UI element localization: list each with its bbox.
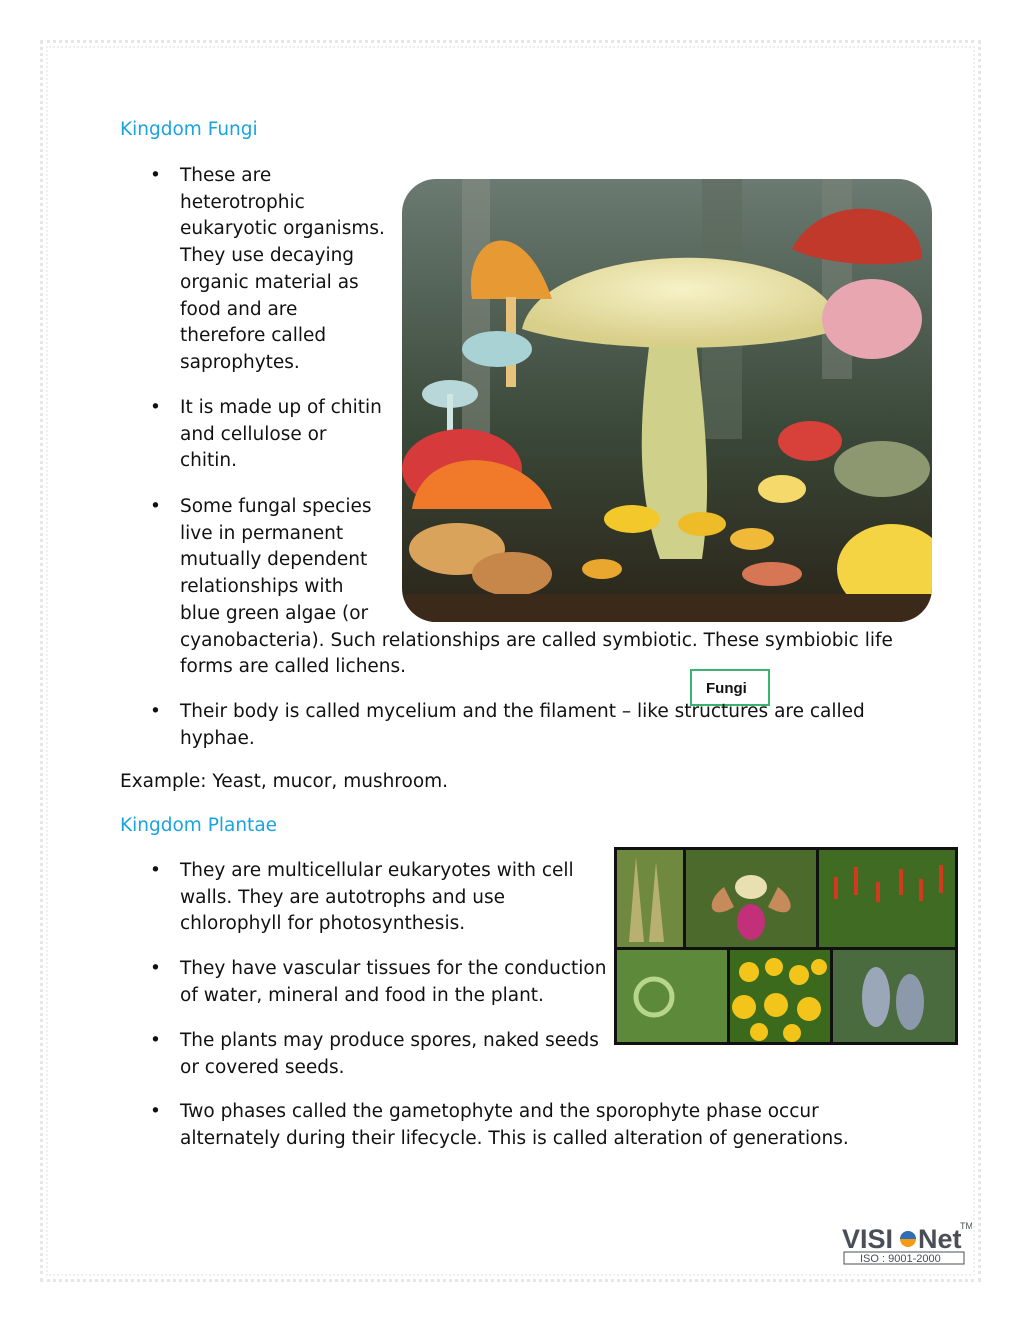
fungi-bullet-2-line: chitin.: [180, 450, 238, 472]
plantae-bullet-1-line: walls. They are autotrophs and use: [180, 886, 506, 908]
logo-iso: ISO : 9001-2000: [860, 1253, 941, 1265]
fungi-bullet-3-line: cyanobacteria). Such relationships are called symbiotic. These symbiobic life: [180, 629, 893, 651]
fungi-example: Example: Yeast, mucor, mushroom.: [120, 771, 449, 792]
plantae-bullet-1-line: They are multicellular eukaryotes with cell: [180, 860, 574, 881]
fungi-bullet-1-line: They use decaying: [180, 245, 355, 267]
fungi-bullet-4-line: Their body is called mycelium and the filament – like structures are called: [180, 701, 865, 722]
fungi-bullet-1: • These are heterotrophic eukaryotic organisms. They use decaying organic material as food and are therefore called saprophytes.: [180, 163, 385, 377]
fungi-bullet-4: • Their body is called mycelium and the filament – like structures are called hyphae.: [180, 699, 865, 752]
fungi-bullet-1-line: therefore called: [180, 325, 327, 347]
fungi-bullet-1-line: heterotrophic: [180, 191, 305, 213]
fungi-bullet-2-line: and cellulose or: [180, 423, 327, 445]
plantae-bullet-1: • They are multicellular eukaryotes with cell walls. They are autotrophs and use chlorophyll for photosynthesis.: [180, 858, 574, 938]
fungi-bullet-3-line: relationships with: [180, 576, 344, 598]
fungi-heading: Kingdom Fungi: [120, 119, 258, 140]
visionet-logo-mark: [842, 1218, 972, 1268]
fungi-bullet-1-line: These are: [180, 165, 272, 186]
fungi-bullet-1-line: saprophytes.: [180, 351, 300, 373]
fungi-bullet-3-line: live in permanent: [180, 522, 344, 544]
visionet-logo: [842, 1218, 972, 1268]
fungi-bullet-2-line: It is made up of chitin: [180, 397, 382, 418]
fungi-bullet-1-line: organic material as: [180, 271, 359, 293]
logo-brand-right: Net: [918, 1224, 962, 1254]
plantae-heading: Kingdom Plantae: [120, 815, 278, 836]
fungi-bullet-3: • Some fungal species live in permanent mutually dependent relationships with blue green algae (or cyanobacteria). Such relationships are called symbiotic. These symbiobic life forms are called lichens.: [180, 494, 893, 681]
fungi-bullet-3-line: forms are called lichens.: [180, 656, 407, 678]
fungi-bullet-1-line: food and are: [180, 298, 298, 320]
plantae-collage-image: [614, 847, 958, 1045]
plantae-bullet-4: • Two phases called the gametophyte and the sporophyte phase occur alternately during their lifecycle. This is called alteration of generations.: [180, 1099, 849, 1152]
fungi-bullet-3-line: Some fungal species: [180, 496, 372, 517]
logo-brand-left: VISI: [842, 1224, 894, 1254]
fungi-bullet-3-line: blue green algae (or: [180, 602, 369, 624]
fungi-caption: Fungi: [690, 669, 770, 706]
plantae-bullet-4-line: Two phases called the gametophyte and the sporophyte phase occur: [180, 1101, 819, 1122]
logo-tm: TM: [960, 1221, 972, 1231]
plantae-bullet-3: • The plants may produce spores, naked seeds or covered seeds.: [180, 1028, 599, 1081]
fungi-bullet-2: • It is made up of chitin and cellulose or chitin.: [180, 395, 382, 475]
fungi-image: [402, 179, 932, 622]
fungi-bullet-3-line: mutually dependent: [180, 549, 368, 571]
plantae-bullet-1-line: chlorophyll for photosynthesis.: [180, 913, 466, 935]
plantae-bullet-2-line: of water, mineral and food in the plant.: [180, 984, 544, 1006]
fungi-bullet-4-line: hyphae.: [180, 727, 255, 749]
plantae-bullet-2-line: They have vascular tissues for the conduction: [180, 958, 607, 979]
plantae-bullet-3-line: The plants may produce spores, naked seeds: [180, 1030, 599, 1051]
plantae-bullet-3-line: or covered seeds.: [180, 1056, 345, 1078]
fungi-bullet-1-line: eukaryotic organisms.: [180, 218, 385, 240]
plantae-bullet-2: • They have vascular tissues for the conduction of water, mineral and food in the plant.: [180, 956, 606, 1009]
plantae-bullet-4-line: alternately during their lifecycle. This is called alteration of generations.: [180, 1127, 849, 1149]
